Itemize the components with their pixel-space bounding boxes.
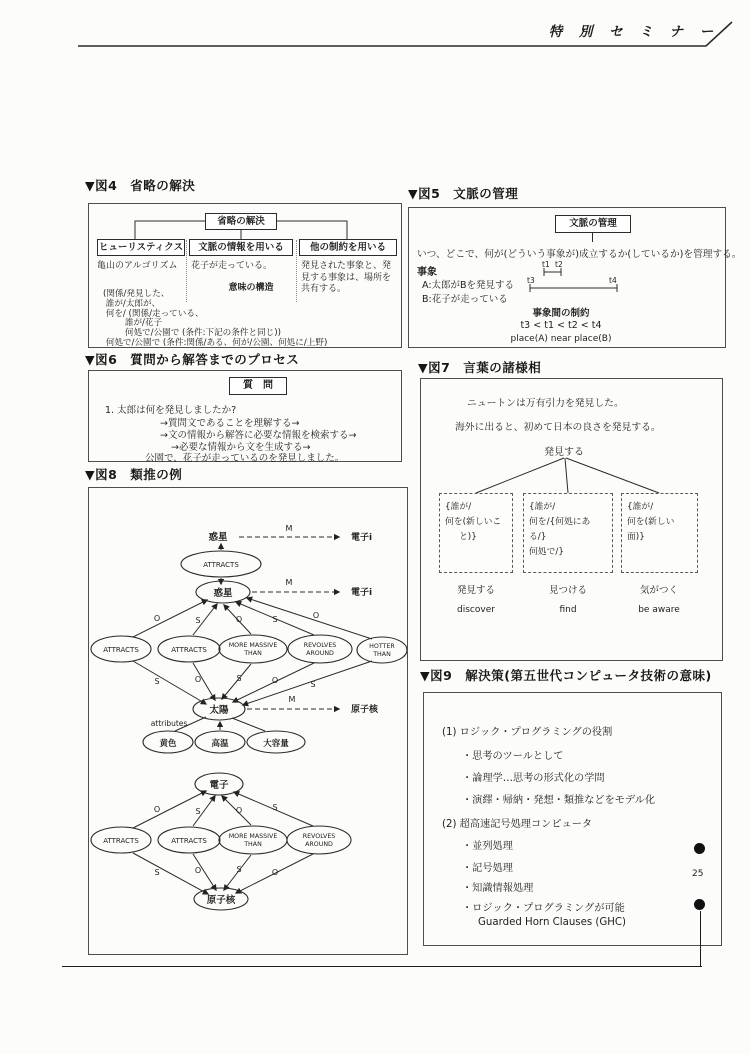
fig4-semantic-line: 誰が/花子 bbox=[103, 318, 163, 329]
fig9-box bbox=[423, 692, 722, 946]
tick-t1: t1 bbox=[542, 260, 550, 269]
fig5-events-title: 事象 bbox=[417, 267, 437, 278]
attribute-label: 大容量 bbox=[263, 739, 289, 749]
fig4-col3-body: 発見された事象と、発見する事象は、場所を共有する。 bbox=[301, 261, 392, 294]
svg-text:O: O bbox=[194, 675, 202, 684]
relation-label: ATTRACTS bbox=[103, 646, 139, 654]
fig4-col3-head: 他の制約を用いる bbox=[299, 239, 397, 256]
relation-label: THAN bbox=[244, 841, 262, 848]
svg-text:S: S bbox=[195, 807, 201, 816]
svg-text:O: O bbox=[271, 676, 279, 685]
relation-label: THAN bbox=[244, 650, 262, 657]
fig4-box bbox=[88, 203, 402, 348]
svg-text:O: O bbox=[235, 615, 243, 624]
svg-text:O: O bbox=[194, 866, 202, 875]
fig7-caption-ja: 見つける bbox=[548, 585, 587, 596]
margin-rule bbox=[700, 911, 701, 967]
svg-text:S: S bbox=[272, 803, 278, 812]
fig4-label: ▼図4 省略の解決 bbox=[85, 178, 196, 193]
card-line: {誰が/ bbox=[627, 502, 654, 512]
card-line: と)} bbox=[459, 532, 477, 542]
fig4-col2-head: 文脈の情報を用いる bbox=[189, 239, 293, 256]
fig9-item: Guarded Horn Clauses (GHC) bbox=[478, 917, 627, 928]
svg-text:S: S bbox=[272, 615, 278, 624]
fig7-caption-en: be aware bbox=[638, 605, 680, 615]
footer-rule bbox=[62, 966, 702, 967]
map-label-m: M bbox=[288, 695, 296, 704]
relation-node-more-massive-than bbox=[219, 635, 287, 663]
relation-node-hotter-than bbox=[357, 637, 407, 663]
tick-t4: t4 bbox=[609, 276, 617, 285]
fig9-item: ・思考のツールとして bbox=[462, 751, 564, 762]
svg-text:O: O bbox=[153, 805, 161, 814]
header-rule bbox=[60, 12, 750, 52]
fig6-line1: 1. 太郎は何を発見しましたか? bbox=[105, 405, 237, 416]
relation-label: HOTTER bbox=[369, 643, 395, 650]
svg-text:S: S bbox=[195, 616, 201, 625]
fig4-semantic-title: 意味の構造 bbox=[228, 283, 274, 293]
svg-text:O: O bbox=[312, 611, 320, 620]
fig5-label: ▼図5 文脈の管理 bbox=[408, 186, 519, 201]
fig7-caption-en: find bbox=[559, 605, 577, 615]
fig8-label: ▼図8 類推の例 bbox=[85, 467, 183, 482]
fig6-line4: →必要な情報から文を生成する→ bbox=[171, 442, 311, 453]
fig9-item: ・論理学…思考の形式化の学問 bbox=[462, 773, 605, 784]
svg-text:O: O bbox=[153, 614, 161, 623]
fig6-box bbox=[88, 370, 402, 462]
fig4-semantic-structure bbox=[103, 290, 327, 349]
page-header-title: 特 別 セ ミ ナ ー bbox=[548, 24, 720, 40]
relation-label: AROUND bbox=[306, 650, 334, 657]
svg-text:O: O bbox=[235, 806, 243, 815]
fig7-sense-card-2 bbox=[523, 493, 613, 573]
card-line: {誰が/ bbox=[445, 502, 472, 512]
svg-text:S: S bbox=[154, 677, 160, 686]
fig4-semantic-line: 誰が/太郎が、 bbox=[103, 298, 161, 309]
fig5-description: いつ、どこで、何が(どういう事象が)成立するか(しているか)を管理する。 bbox=[417, 249, 742, 260]
fig9-item: (2) 超高速記号処理コンピュータ bbox=[442, 819, 593, 830]
electron-i-text: 電子i bbox=[351, 533, 373, 543]
fig7-box bbox=[420, 378, 723, 661]
sun-node-label: 太陽 bbox=[209, 705, 229, 716]
card-line: 何処で/} bbox=[529, 547, 564, 557]
relation-label: AROUND bbox=[305, 841, 333, 848]
fig9-item: (1) ロジック・プログラミングの役割 bbox=[442, 727, 613, 738]
tick-t3: t3 bbox=[527, 276, 535, 285]
fig6-line3: →文の情報から解答に必要な情報を検索する→ bbox=[160, 430, 357, 441]
fig5-root-node: 文脈の管理 bbox=[555, 215, 631, 233]
fig4-col1-body: 亀山のアルゴリズム bbox=[97, 261, 178, 271]
fig5-constraint-time: t3 < t1 < t2 < t4 bbox=[520, 320, 602, 331]
planet-node-text: 惑星 bbox=[208, 532, 228, 543]
fig5-box bbox=[408, 207, 742, 348]
fig4-root-node: 省略の解決 bbox=[205, 213, 277, 230]
fig9-item: ・知識情報処理 bbox=[462, 883, 534, 894]
fig4-semantic-line: 何処で/公園で (条件:関係/ある、何が/公園、何処に/上野) bbox=[103, 337, 328, 348]
fig7-caption-ja: 発見する bbox=[456, 585, 495, 596]
relation-label: ATTRACTS bbox=[103, 837, 139, 845]
fig4-semantic-line: 何を/ (関係/走っている、 bbox=[103, 308, 204, 319]
svg-text:S: S bbox=[236, 674, 242, 683]
fig7-sentence1: ニュートンは万有引力を発見した。 bbox=[467, 398, 624, 409]
relation-label: REVOLVES bbox=[302, 833, 336, 840]
fig4-semantic-line: (関係/発見した、 bbox=[103, 289, 170, 299]
fig7-sense-card-3 bbox=[621, 493, 698, 573]
svg-text:S: S bbox=[236, 865, 242, 874]
map-label-m: M bbox=[285, 578, 293, 587]
relation-label: MORE MASSIVE bbox=[228, 833, 278, 840]
fig9-item: ・記号処理 bbox=[462, 863, 513, 874]
fig7-caption-ja: 気がつく bbox=[639, 585, 678, 596]
attribute-label: 黄色 bbox=[159, 739, 177, 749]
fig6-question-node: 質 問 bbox=[229, 377, 287, 395]
nucleus-text: 原子核 bbox=[351, 705, 379, 715]
fig4-col2-body: 花子が走っている。 bbox=[191, 261, 273, 271]
fig7-sense-card-1 bbox=[439, 493, 513, 573]
fig7-label: ▼図7 言葉の諸様相 bbox=[418, 360, 542, 375]
margin-dot bbox=[694, 899, 705, 910]
card-line: {誰が/ bbox=[529, 502, 556, 512]
electron-node-label: 電子 bbox=[209, 780, 229, 791]
page-number: 25 bbox=[692, 869, 704, 879]
svg-text:S: S bbox=[154, 868, 160, 877]
fig9-label: ▼図9 解決策(第五世代コンピュータ技術の意味) bbox=[420, 668, 712, 683]
tick-t2: t2 bbox=[555, 260, 563, 269]
fig5-timeline bbox=[527, 258, 639, 298]
fig6-label: ▼図6 質問から解答までのプロセス bbox=[85, 352, 300, 367]
svg-text:S: S bbox=[310, 680, 316, 689]
fig4-col1-head: ヒューリスティクス bbox=[97, 239, 185, 256]
relation-label: ATTRACTS bbox=[171, 646, 207, 654]
fig5-constraint-place: place(A) near place(B) bbox=[510, 334, 612, 344]
fig8-analogy-network bbox=[89, 488, 407, 954]
fig7-root-node: 発見する bbox=[544, 447, 584, 458]
fig5-event-a: A:太郎がBを発見する bbox=[422, 280, 515, 291]
fig5-event-b: B:花子が走っている bbox=[422, 294, 508, 305]
fig6-line5: 公園で、花子が走っているのを発見しました。 bbox=[145, 453, 345, 464]
fig4-semantic-line: 何処で/公園で (条件:下記の条件と同じ)) bbox=[103, 328, 281, 339]
fig9-item: ・ロジック・プログラミングが可能 bbox=[462, 903, 625, 914]
relation-label: REVOLVES bbox=[303, 642, 337, 649]
nucleus-node-label: 原子核 bbox=[206, 895, 236, 906]
attributes-label: attributes bbox=[150, 719, 188, 728]
svg-text:O: O bbox=[271, 868, 279, 877]
card-line: 何を(新しいこ bbox=[445, 517, 502, 527]
map-label-m: M bbox=[285, 524, 293, 533]
card-line: 何を(新しい面)} bbox=[627, 517, 675, 542]
relation-label: MORE MASSIVE bbox=[228, 642, 278, 649]
fig8-box bbox=[88, 487, 408, 955]
card-line: 何を/{何処にある/} bbox=[529, 517, 591, 542]
fig7-caption-en: discover bbox=[457, 605, 495, 615]
fig7-sentence2: 海外に出ると、初めて日本の良さを発見する。 bbox=[455, 422, 661, 433]
margin-dot bbox=[694, 843, 705, 854]
relation-node-more-massive-than bbox=[219, 826, 287, 854]
fig9-item: ・並列処理 bbox=[462, 841, 513, 852]
electron-i-text: 電子i bbox=[351, 588, 373, 598]
attribute-label: 高温 bbox=[211, 739, 229, 749]
relation-node-revolves-around bbox=[288, 635, 352, 663]
edges bbox=[175, 717, 265, 731]
planet-node-label: 惑星 bbox=[213, 588, 233, 599]
fig9-item: ・演繹・帰納・発想・類推などをモデル化 bbox=[462, 795, 656, 806]
fig6-line2: →質問文であることを理解する→ bbox=[160, 418, 300, 429]
fig5-constraint-title: 事象間の制約 bbox=[532, 308, 590, 319]
relation-label: ATTRACTS bbox=[203, 561, 239, 569]
relation-label: ATTRACTS bbox=[171, 837, 207, 845]
fig5-root-tick bbox=[592, 233, 593, 242]
relation-node-revolves-around bbox=[287, 826, 351, 854]
relation-label: THAN bbox=[373, 651, 391, 658]
